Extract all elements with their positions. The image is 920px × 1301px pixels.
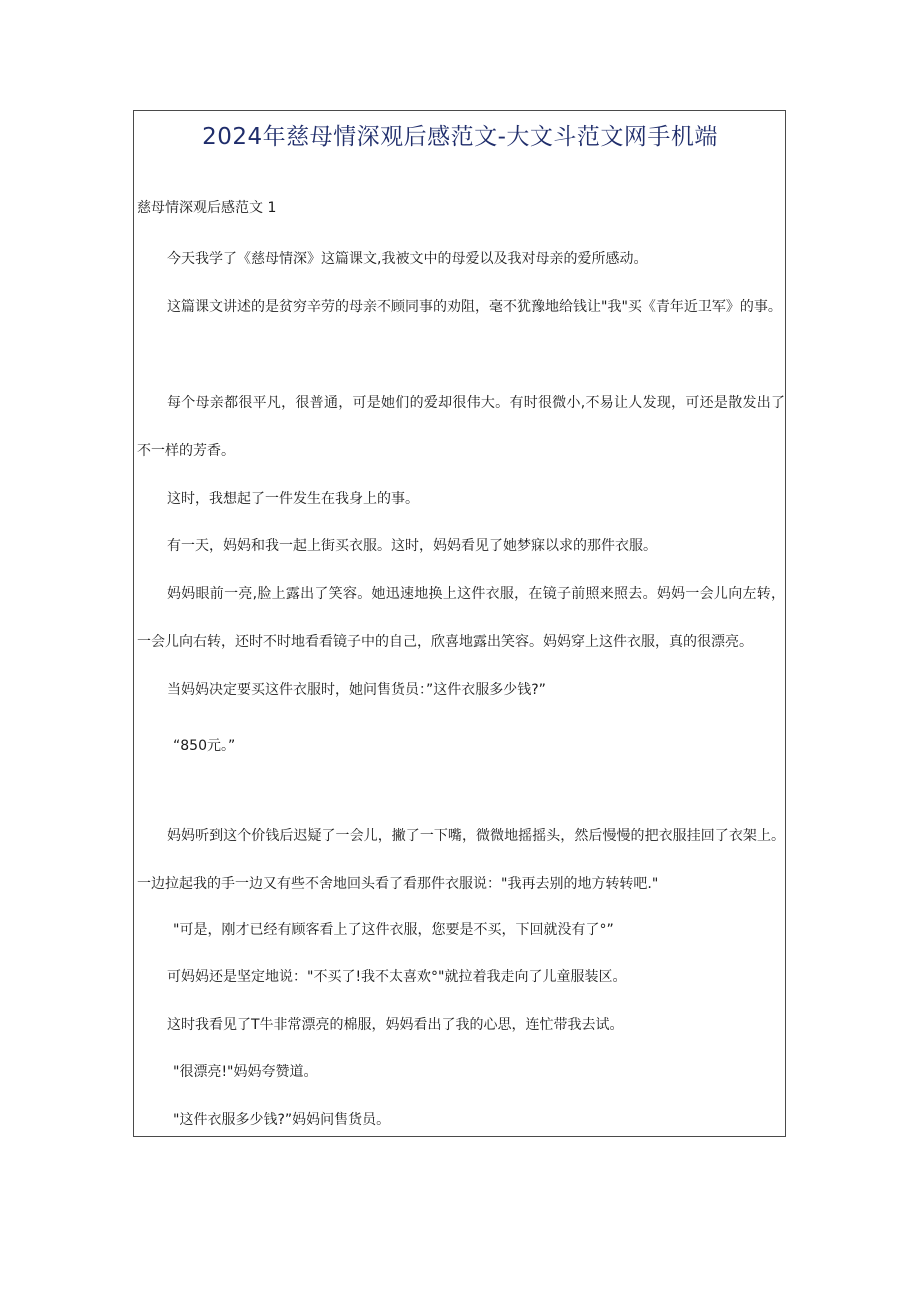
- paragraph-3: 每个母亲都很平凡，很普通，可是她们的爱却很伟大。有时很微小,不易让人发现，可还是散发出了不一样的芳香。: [137, 395, 785, 459]
- paragraph-5: 有一天，妈妈和我一起上街买衣服。这时，妈妈看见了她梦寐以求的那件衣服。: [167, 538, 657, 554]
- paragraph-6: 妈妈眼前一亮,脸上露出了笑容。她迅速地换上这件衣服，在镜子前照来照去。妈妈一会儿向左转，一会儿向右转，还时不时地看看镜子中的自己，欣喜地露出笑容。妈妈穿上这件衣服，真的很漂亮。: [137, 586, 785, 650]
- paragraph-8: “850元。”: [173, 738, 236, 754]
- section-heading: 慈母情深观后感范文 1: [137, 200, 277, 216]
- paragraph-4: 这时，我想起了一件发生在我身上的事。: [167, 491, 419, 507]
- paragraph-13: "很漂亮!"妈妈夸赞道。: [173, 1064, 318, 1080]
- paragraph-11: 可妈妈还是坚定地说："不买了!我不太喜欢°"就拉着我走向了儿童服装区。: [167, 969, 627, 985]
- paragraph-7: 当妈妈决定要买这件衣服时，她问售货员：”这件衣服多少钱?”: [167, 682, 546, 698]
- paragraph-14: "这件衣服多少钱?”妈妈问售货员。: [173, 1112, 391, 1128]
- paragraph-10: "可是，刚才已经有顾客看上了这件衣服，您要是不买，下回就没有了°”: [173, 922, 614, 938]
- paragraph-12: 这时我看见了T牛非常漂亮的棉服，妈妈看出了我的心思，连忙带我去试。: [167, 1017, 624, 1033]
- document-title: 2024年慈母情深观后感范文-大文斗范文网手机端: [202, 124, 718, 150]
- paragraph-2: 这篇课文讲述的是贫穷辛劳的母亲不顾同事的劝阻，毫不犹豫地给钱让"我"买《青年近卫军》的事。: [167, 299, 782, 315]
- paragraph-1: 今天我学了《慈母情深》这篇课文,我被文中的母爱以及我对母亲的爱所感动。: [167, 251, 648, 267]
- paragraph-9: 妈妈听到这个价钱后迟疑了一会儿，撇了一下嘴，微微地摇摇头，然后慢慢的把衣服挂回了衣架上。一边拉起我的手一边又有些不舍地回头看了看那件衣服说："我再去别的地方转转吧.": [137, 828, 785, 892]
